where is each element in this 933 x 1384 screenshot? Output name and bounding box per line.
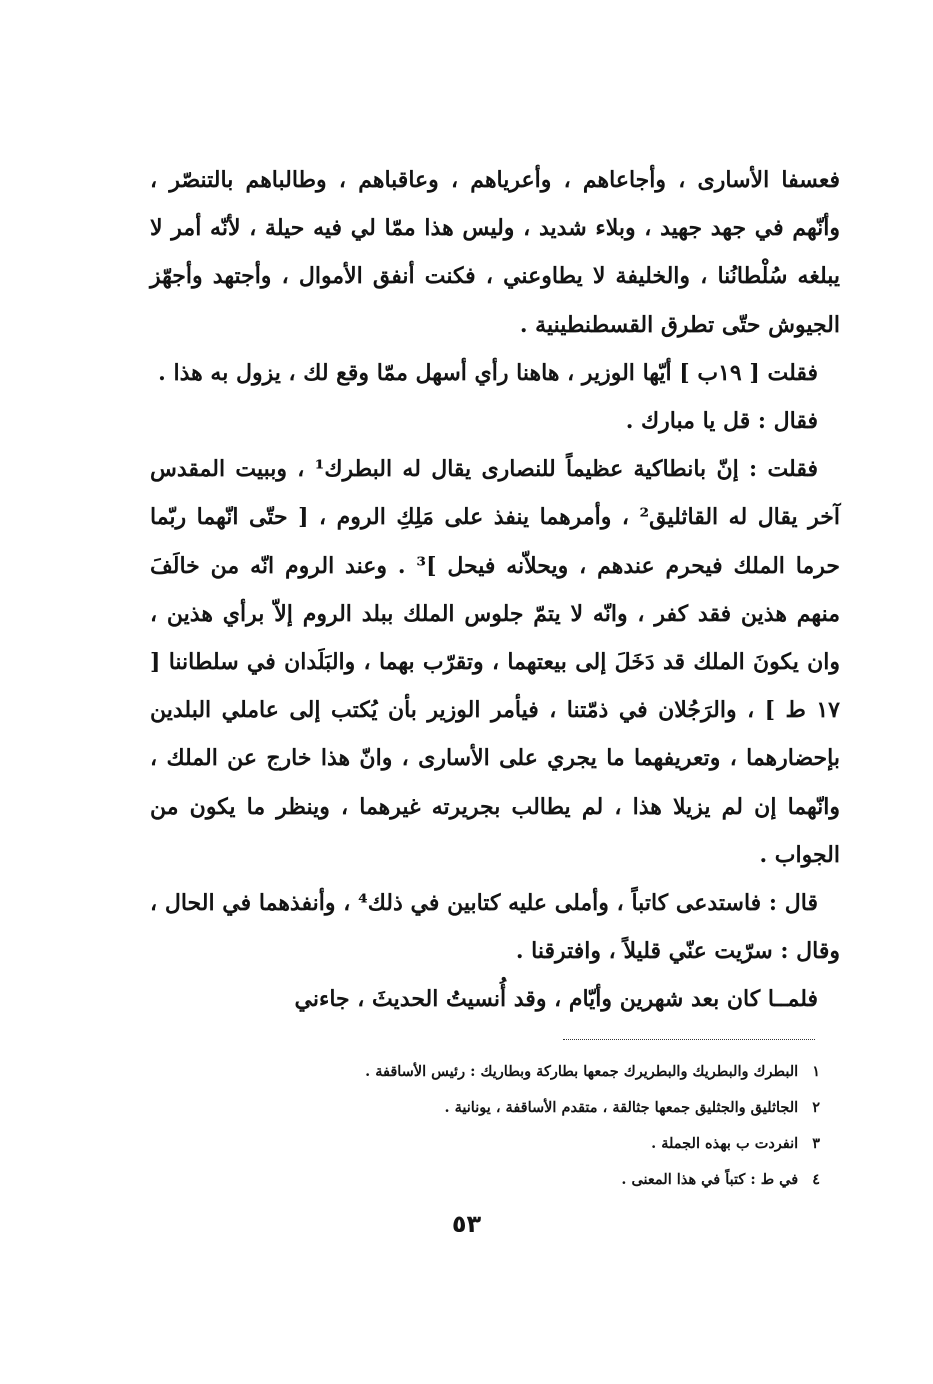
footnote-text: انفردت ب بهذه الجملة . (651, 1135, 799, 1152)
footnote-number: ٣ (812, 1135, 820, 1152)
footnote-number: ٢ (812, 1099, 820, 1116)
footnote (240, 1054, 820, 1090)
paragraph: فعسفا الأسارى ، وأجاعاهم ، وأعرياهم ، وعاقباهم ، وطالباهم بالتنصّر ، وأنّهم في جهد جهيد ، وبلاء شديد ، وليس هذا ممّا لي فيه حيلة ، لأنّه أمر لا يبلغه سُلْطانُنا ، والخليفة لا يطاوعني ، فكنت أنفق الأموال ، وأجتهد وأجهّز الجيوش حتّى تطرق القسطنطينية . (150, 167, 840, 338)
footnote-number: ١ (812, 1063, 820, 1080)
footnote-number: ٤ (812, 1171, 820, 1188)
page-number: ٥٣ (451, 1210, 482, 1238)
main-text (150, 156, 840, 1024)
footnote (240, 1126, 820, 1162)
footnote-text: في ط : كتباً في هذا المعنى . (621, 1171, 799, 1188)
footnote-text: الجاثليق والجثليق جمعها جثالقة ، متقدم الأساقفة ، يونانية . (444, 1099, 799, 1116)
paragraph: فقال : قل يا مبارك . (625, 408, 818, 435)
paragraph: فقلت [ ١٩ب ] أيّها الوزير ، هاهنا رأي أسهل ممّا وقع لك ، يزول به هذا . (158, 359, 818, 386)
footnote (240, 1090, 820, 1126)
footnotes (240, 1054, 820, 1198)
footnote-text: البطرك والبطريك والبطريرك جمعها بطاركة وبطاريك : رئيس الأساقفة . (365, 1063, 799, 1080)
footnote-divider (563, 1039, 815, 1040)
paragraph: فقلت : إنّ بانطاكية عظيماً للنصارى يقال له البطرك¹ ، وببيت المقدس آخر يقال له القاثليق² ، وأمرهما ينفذ على مَلِكِ الروم ، [ حتّى انّهما ربّما حرما الملك فيحرم عندهم ، ويحلاّنه فيحل ]³ . وعند الروم انّه من خالَفَ منهم هذين فقد كفر ، وانّه لا يتمّ جلوس الملك ببلد الروم إلاّ برأي هذين ، وان يكونَ الملك قد دَخَلَ إلى بيعتهما ، وتقرّب بهما ، والبَلَدان في سلطاننا [ ١٧ ط ] ، والرَجُلان في ذمّتنا ، فيأمر الوزير بأن يُكتب إلى عاملي البلدين بإحضارهما ، وتعريفهما ما يجري على الأسارى ، وانّ هذا خارج عن الملك ، وانّهما إن لم يزيلا هذا ، لم يطالب بجريرته غيرهما ، وينظر ما يكون من الجواب . (150, 456, 840, 868)
paragraph: فلمــا كان بعد شهرين وأيّام ، وقد أُنسيتُ الحديثَ ، جاءني (294, 986, 818, 1013)
footnote (240, 1162, 820, 1198)
paragraph: قال : فاستدعى كاتباً ، وأملى عليه كتابين في ذلك⁴ ، وأنفذهما في الحال ، وقال : سرّيت عنّي قليلاً ، وافترقنا . (150, 890, 840, 965)
